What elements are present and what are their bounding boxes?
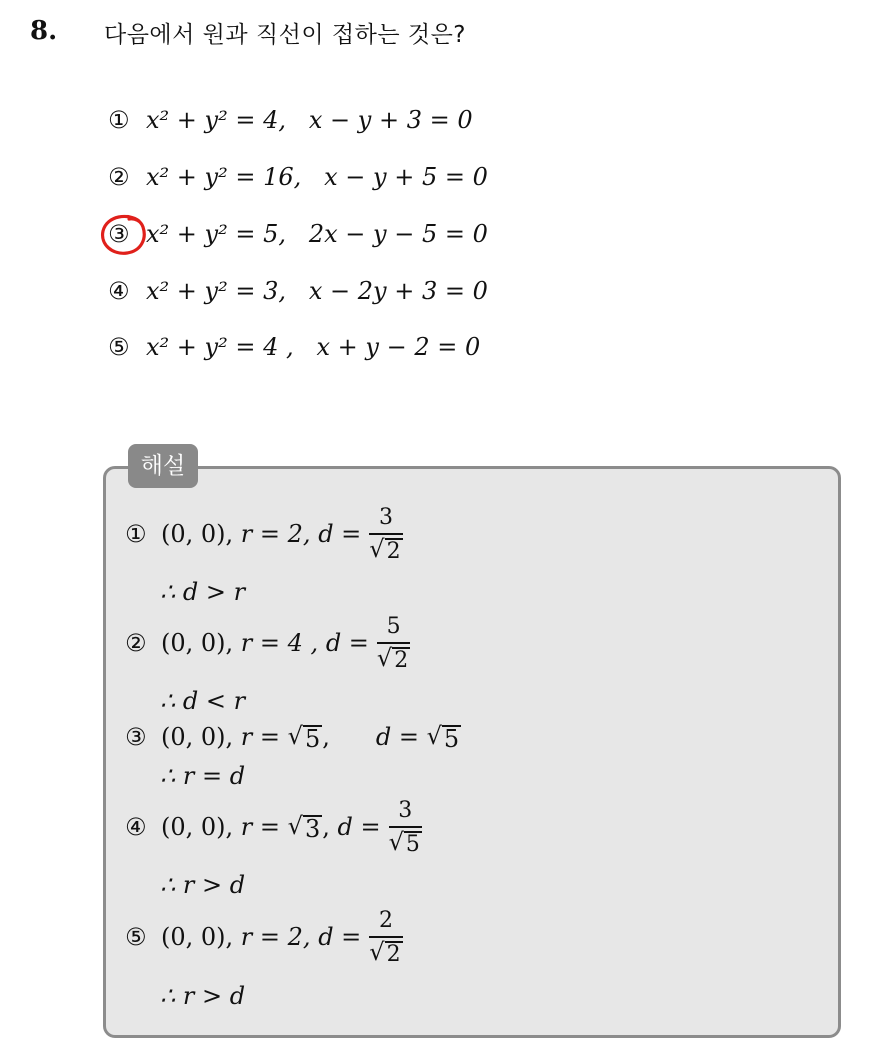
option-line-eq: x − y + 5 = 0 bbox=[324, 163, 488, 191]
distance-fraction bbox=[369, 503, 402, 564]
radius: r = bbox=[240, 722, 281, 751]
option-circle-eq: x² + y² = 16, bbox=[146, 163, 302, 191]
option-line-eq: 2x − y − 5 = 0 bbox=[308, 220, 488, 248]
sqrt-icon: √ 2 bbox=[369, 938, 401, 967]
option-3[interactable] bbox=[108, 220, 488, 248]
distance-fraction bbox=[377, 612, 410, 673]
question-text: 다음에서 원과 직선이 접하는 것은? bbox=[104, 22, 467, 48]
fraction-numerator: 3 bbox=[398, 798, 413, 823]
sqrt-icon: √ 5 bbox=[287, 722, 321, 753]
conclusion-2: ∴ d < r bbox=[160, 687, 246, 715]
solution-line-5 bbox=[125, 906, 403, 967]
distance-label: d = bbox=[375, 722, 419, 751]
option-number: ⑤ bbox=[108, 333, 130, 361]
fraction-numerator: 5 bbox=[386, 614, 401, 639]
radicand: 2 bbox=[386, 942, 401, 967]
option-number: ④ bbox=[108, 277, 130, 305]
option-number: ② bbox=[108, 163, 130, 191]
option-line-eq: x + y − 2 = 0 bbox=[316, 333, 481, 361]
radicand: 5 bbox=[443, 725, 460, 753]
distance-fraction bbox=[369, 906, 402, 967]
solution-line-2 bbox=[125, 612, 410, 673]
fraction-numerator: 3 bbox=[378, 505, 393, 530]
solution-number: ② bbox=[125, 628, 147, 657]
center: (0, 0), bbox=[161, 722, 234, 751]
solution-number: ④ bbox=[125, 812, 147, 841]
solution-line-3: ③ (0, 0), r = √ 5 , d = √ 5 bbox=[125, 722, 460, 753]
option-4[interactable] bbox=[108, 277, 488, 305]
answer-mark-circle-icon bbox=[99, 213, 151, 257]
option-circle-eq: x² + y² = 3, bbox=[146, 277, 286, 305]
solution-number: ⑤ bbox=[125, 922, 147, 951]
solution-number: ③ bbox=[125, 722, 147, 751]
solution-line-1 bbox=[125, 503, 403, 564]
sqrt-icon: √ 3 bbox=[287, 812, 321, 843]
distance-label: d = bbox=[337, 812, 381, 841]
radicand: 5 bbox=[405, 832, 420, 857]
center: (0, 0), bbox=[161, 812, 234, 841]
conclusion-1: ∴ d > r bbox=[160, 578, 246, 606]
solution-number: ① bbox=[125, 519, 147, 548]
fraction-numerator: 2 bbox=[378, 908, 393, 933]
option-number: ③ bbox=[108, 220, 130, 248]
option-line-eq: x − 2y + 3 = 0 bbox=[308, 277, 488, 305]
option-5[interactable] bbox=[108, 333, 480, 361]
option-2[interactable] bbox=[108, 163, 488, 191]
radius: r = 2, bbox=[240, 519, 311, 548]
distance-label: d = bbox=[325, 628, 369, 657]
radicand: 2 bbox=[394, 648, 409, 673]
radius: r = 4 , bbox=[240, 628, 319, 657]
option-circle-eq: x² + y² = 5, bbox=[146, 220, 286, 248]
option-number: ① bbox=[108, 106, 130, 134]
center: (0, 0), bbox=[161, 519, 234, 548]
solution-line-4: ④ (0, 0), r = √ 3 , d = 3 √ 5 bbox=[125, 798, 420, 857]
center: (0, 0), bbox=[161, 922, 234, 951]
sqrt-icon: √ 5 bbox=[426, 722, 460, 753]
solution-tag: 해설 bbox=[128, 444, 198, 488]
center: (0, 0), bbox=[161, 628, 234, 657]
sqrt-icon: √ 2 bbox=[369, 535, 401, 564]
option-circle-eq: x² + y² = 4 , bbox=[146, 333, 294, 361]
distance-label: d = bbox=[318, 922, 362, 951]
radicand: 5 bbox=[304, 725, 321, 753]
distance-label: d = bbox=[318, 519, 362, 548]
radicand: 2 bbox=[386, 539, 401, 564]
option-1[interactable] bbox=[108, 106, 473, 134]
radius: r = bbox=[240, 812, 281, 841]
radicand: 3 bbox=[304, 815, 321, 843]
distance-fraction bbox=[389, 796, 422, 857]
option-line-eq: x − y + 3 = 0 bbox=[308, 106, 473, 134]
sqrt-icon: √ 5 bbox=[388, 828, 420, 857]
conclusion-5: ∴ r > d bbox=[160, 982, 246, 1010]
conclusion-3: ∴ r = d bbox=[160, 762, 246, 790]
sqrt-icon: √ 2 bbox=[376, 644, 409, 673]
question-number: 8. bbox=[30, 16, 58, 46]
conclusion-4: ∴ r > d bbox=[160, 871, 246, 899]
option-circle-eq: x² + y² = 4, bbox=[146, 106, 286, 134]
radius: r = 2, bbox=[240, 922, 311, 951]
